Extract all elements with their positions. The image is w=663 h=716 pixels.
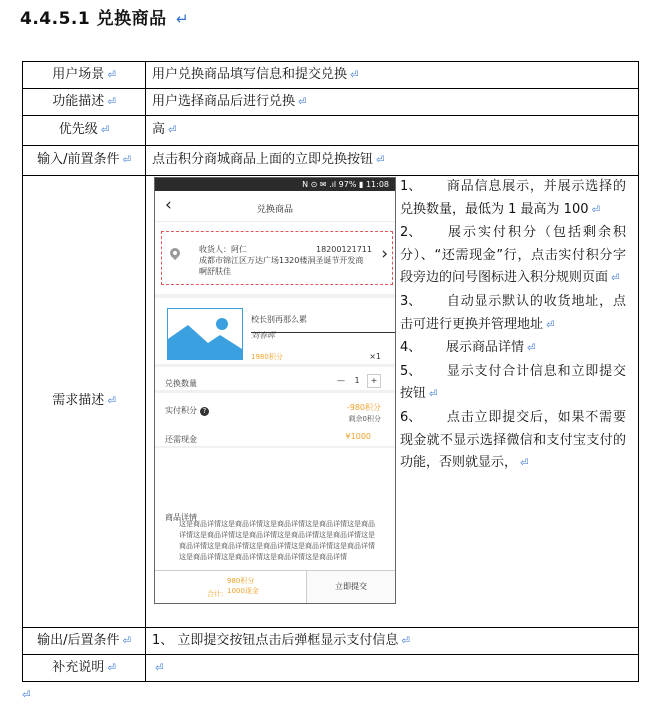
paid-points-label: 实付积分 bbox=[165, 406, 197, 415]
receiver-name: 收货人：阿仁 bbox=[199, 245, 247, 254]
receiver-address: 成都市锦江区万达广场1320楼洞圣诞节开发商啊舒肤佳 bbox=[199, 256, 364, 276]
back-icon[interactable]: ‹ bbox=[165, 195, 172, 215]
list-item: 2、 展示实付积分（包括剩余积分）、“还需现金”行，点击实付积分字段旁边的问号图标进入积分规则页面 ⏎ bbox=[400, 225, 626, 286]
list-item: 6、 点击立即提交后，如果不需要现金就不显示选择微信和支付宝支付的功能，否则就显示， ⏎ bbox=[400, 409, 626, 471]
table-row bbox=[23, 146, 639, 176]
paid-points-row bbox=[165, 401, 385, 421]
spec-table bbox=[22, 61, 639, 682]
list-item: 5、 显示支付合计信息和立即提交按钮 ⏎ bbox=[400, 363, 626, 402]
table-row bbox=[23, 655, 639, 682]
divider bbox=[155, 364, 395, 367]
nav-bar bbox=[155, 191, 395, 222]
status-bar: N ⊙ ✉ .ıl 97% ▮ 11:08 bbox=[155, 178, 395, 191]
table-row bbox=[23, 176, 639, 628]
remaining-points: 剩余0积分 bbox=[348, 415, 381, 423]
list-item: 4、 展示商品详情 ⏎ bbox=[400, 340, 536, 356]
callout-line bbox=[251, 332, 395, 333]
row-label: 功能描述 ⏎ bbox=[23, 89, 146, 116]
nav-title: 兑换商品 bbox=[256, 205, 293, 215]
total-values bbox=[227, 576, 259, 596]
row-label: 输入/前置条件 ⏎ bbox=[23, 146, 146, 176]
row-value: 用户选择商品后进行兑换 ⏎ bbox=[146, 89, 639, 116]
detail-title: 商品详情 bbox=[165, 513, 197, 522]
table-row bbox=[23, 116, 639, 146]
row-value: 1、 立即提交按钮点击后弹框显示支付信息 ⏎ bbox=[146, 628, 639, 655]
receiver-phone: 18200121711 bbox=[316, 245, 372, 254]
table-row bbox=[23, 62, 639, 89]
detail-body: 这是商品详情这是商品详情这是商品详情这是商品详情这是商品详情这是商品详情这是商品详情这是商品详情这是商品详情这是商品详情这是商品详情这是商品详情这是商品详情这是商品详情这是商品详情这是商品详情这是商品详情这是商品详情 bbox=[179, 520, 375, 561]
plus-button[interactable]: + bbox=[367, 374, 381, 388]
table-row bbox=[23, 89, 639, 116]
goods-name: 校长别再那么累 bbox=[251, 315, 307, 324]
goods-points: 1980积分 bbox=[251, 353, 283, 361]
row-value: 高 ⏎ bbox=[146, 116, 639, 146]
row-value: 点击积分商城商品上面的立即兑换按钮 ⏎ bbox=[146, 146, 639, 176]
row-label: 优先级 ⏎ bbox=[23, 116, 146, 146]
row-label: 输出/后置条件 ⏎ bbox=[23, 628, 146, 655]
section-heading bbox=[20, 4, 189, 29]
requirement-cell bbox=[146, 176, 639, 628]
total-points: 980积分 bbox=[227, 577, 255, 585]
goods-item bbox=[155, 302, 395, 362]
submit-button[interactable]: 立即提交 bbox=[306, 571, 395, 603]
minus-button[interactable]: — bbox=[337, 376, 345, 385]
paid-points-value: -980积分 bbox=[346, 403, 381, 412]
requirement-list bbox=[400, 176, 626, 476]
row-value: ⏎ bbox=[146, 655, 639, 682]
goods-quantity: ×1 bbox=[369, 352, 381, 361]
cash-label: 还需现金 bbox=[165, 435, 197, 444]
exchange-qty-label: 兑换数量 bbox=[165, 379, 197, 388]
section-number: 4.4.5.1 bbox=[20, 9, 91, 29]
divider bbox=[155, 446, 395, 448]
bottom-bar bbox=[155, 570, 395, 603]
goods-author: 刘春晖 bbox=[251, 331, 275, 340]
list-item: 3、 自动显示默认的收货地址，点击可进行更换并管理地址 ⏎ bbox=[400, 293, 626, 332]
cash-value: ¥1000 bbox=[345, 432, 371, 441]
list-item: 1、 商品信息展示，并展示选择的兑换数量，最低为 1 最高为 100 ⏎ bbox=[400, 179, 626, 217]
quantity-stepper[interactable] bbox=[331, 371, 381, 391]
question-mark-icon[interactable]: ? bbox=[200, 407, 209, 416]
divider bbox=[155, 294, 395, 298]
divider bbox=[155, 390, 395, 393]
paragraph-mark-icon: ⏎ bbox=[22, 690, 31, 701]
row-label: 补充说明 ⏎ bbox=[23, 655, 146, 682]
quantity-value[interactable]: 1 bbox=[354, 376, 360, 385]
row-label: 需求描述 ⏎ bbox=[23, 176, 146, 628]
total-label: 合计: bbox=[207, 590, 224, 598]
row-value: 用户兑换商品填写信息和提交兑换 ⏎ bbox=[146, 62, 639, 89]
row-label: 用户场景 ⏎ bbox=[23, 62, 146, 89]
chevron-right-icon[interactable]: › bbox=[381, 244, 388, 264]
address-card[interactable] bbox=[161, 231, 393, 285]
phone-mockup bbox=[154, 177, 396, 604]
location-pin-icon bbox=[168, 246, 182, 260]
total-cash: 1000现金 bbox=[227, 587, 259, 595]
section-title: 兑换商品 bbox=[96, 9, 167, 29]
image-placeholder-icon bbox=[167, 308, 243, 360]
table-row bbox=[23, 628, 639, 655]
return-mark-icon: ↵ bbox=[176, 10, 190, 28]
